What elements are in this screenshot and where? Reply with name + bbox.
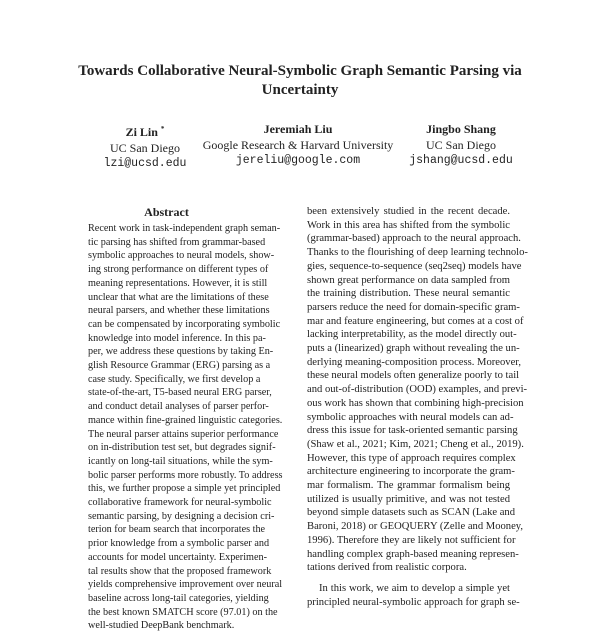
text-line: icantly on long-tail situations, while the sym- <box>88 455 273 467</box>
text-line: on in-distribution test set, but degrades signif- <box>88 442 276 454</box>
text-line: state-of-the-art, T5-based neural ERG parser, <box>88 387 272 399</box>
text-line: The neural parser attains superior performance <box>88 428 279 440</box>
right-column-body <box>307 205 528 609</box>
text-line: neural parsers, and whether these limitations <box>88 305 270 317</box>
author-affiliation: Google Research & Harvard University <box>202 137 394 152</box>
text-line: and conduct detail analyses of parser perfor- <box>88 401 269 413</box>
text-line: gies, sequence-to-sequence (seq2seq) models have <box>307 260 522 272</box>
text-line: (grammar-based) approach to the neural approach. <box>307 233 521 245</box>
text-line: shown great performance on data sampled from <box>307 274 510 286</box>
text-line: tal results show that the proposed framework <box>88 565 272 577</box>
text-line: baseline across long-tail categories, yielding <box>88 592 269 604</box>
author-block <box>95 122 195 172</box>
text-line: Thanks to the flourishing of deep learning technolo- <box>307 247 528 259</box>
text-line: knowledge into model inference. In this pa- <box>88 332 266 344</box>
text-line: case study. Specifically, we first develop a <box>88 373 261 385</box>
text-line: Work in this area has shifted from the symbolic <box>307 219 510 231</box>
text-line: parsers reduce the need for domain-specific gram- <box>307 301 520 313</box>
text-line: However, this type of approach requires complex <box>307 452 516 464</box>
text-line: tations derived from realistic corpora. <box>307 562 467 574</box>
text-line: derlying meaning-composition process. Moreover, <box>307 356 522 368</box>
text-line: semantic parsing, by designing a decision cri- <box>88 510 275 522</box>
text-line: glish Resource Grammar (ERG) parsing as a <box>88 360 271 372</box>
author-email[interactable]: jereliu@google.com <box>235 154 361 167</box>
text-line: Baroni, 2018) or GEOQUERY (Zelle and Mooney, <box>307 521 524 533</box>
abstract-heading: Abstract <box>144 205 189 219</box>
paragraph-gap <box>307 575 510 582</box>
text-line: accounts for model uncertainty. Experimen- <box>88 551 267 563</box>
text-line: the training distribution. These neural semantic <box>307 288 510 300</box>
text-line: mar and feature engineering, but comes at a cost of <box>307 315 524 327</box>
text-line: been extensively studied in the recent decade. <box>307 206 510 217</box>
abstract-body <box>88 222 283 633</box>
text-line: handling complex graph-based meaning represen- <box>307 548 519 560</box>
text-line: utilized is usually primitive, and was not tested <box>307 493 510 505</box>
text-line: tic parsing has shifted from grammar-based <box>88 236 266 248</box>
text-line: collaborative framework for neural-symbolic <box>88 497 272 509</box>
text-line: can be compensated by incorporating symbolic <box>88 318 281 330</box>
author-affiliation: UC San Diego <box>110 140 180 155</box>
text-line: symbolic approaches with neural models can ad- <box>307 411 514 423</box>
author-email[interactable]: jshang@ucsd.edu <box>409 154 513 167</box>
text-line: and out-of-distribution (OOD) examples, and previ- <box>307 384 528 396</box>
text-line: 1996). Therefore they are likely not sufficient for <box>307 534 516 546</box>
author-affiliation: UC San Diego <box>426 137 496 152</box>
text-line: beyond simple datasets such as SCAN (Lake and <box>307 507 516 519</box>
author-email[interactable]: lzi@ucsd.edu <box>103 157 187 170</box>
text-line: lacking interpretability, as the model directly out- <box>307 329 517 341</box>
title-line: Towards Collaborative Neural-Symbolic Graph Semantic Parsing via <box>78 63 522 79</box>
text-line: prior knowledge from a symbolic parser and <box>88 538 270 550</box>
text-line: unclear that what are the limitations of these <box>88 291 269 303</box>
text-line: principled neural-symbolic approach for graph se- <box>307 596 520 608</box>
text-line: (Shaw et al., 2021; Kim, 2021; Cheng et al., 2019). <box>307 438 524 450</box>
text-line: In this work, we aim to develop a simple yet <box>319 582 510 594</box>
author-name: Zi Lin * <box>125 125 165 139</box>
text-line: bolic parser performs more robustly. To address <box>88 469 283 481</box>
text-line: per, we address these questions by taking En- <box>88 346 274 358</box>
text-line: mar formalism. The grammar formalism being <box>307 480 510 492</box>
title-line: Uncertainty <box>261 82 339 98</box>
text-line: the best known SMATCH score (97.01) on the <box>88 606 278 618</box>
text-line: yields comprehensive improvement over neural <box>88 579 283 591</box>
author-name: Jeremiah Liu <box>263 122 333 136</box>
text-line: well-studied DeepBank benchmark. <box>88 620 235 632</box>
text-line: ous work has shown that combining high-precision <box>307 397 524 409</box>
text-line: puts a (linearized) graph without revealing the un- <box>307 343 520 355</box>
text-line: these neural models often generalize poorly to tail <box>307 370 520 382</box>
text-line: dress this issue for task-oriented semantic parsing <box>307 425 518 437</box>
author-name: Jingbo Shang <box>426 122 496 136</box>
text-line: Recent work in task-independent graph seman- <box>88 223 281 234</box>
text-line: ing strong performance on different types of <box>88 264 269 276</box>
author-block <box>402 122 520 169</box>
text-line: mance within fine-grained linguistic categories. <box>88 414 283 426</box>
text-line: terion for beam search that incorporates the <box>88 524 266 536</box>
author-block <box>198 122 398 169</box>
text-line: meaning representations. However, it is still <box>88 277 268 289</box>
text-line: this, we further propose a simple yet principled <box>88 483 281 495</box>
text-line: architecture engineering to incorporate the gram- <box>307 466 515 478</box>
text-line: symbolic approaches to neural models, show- <box>88 250 275 262</box>
paper-title <box>30 62 570 100</box>
